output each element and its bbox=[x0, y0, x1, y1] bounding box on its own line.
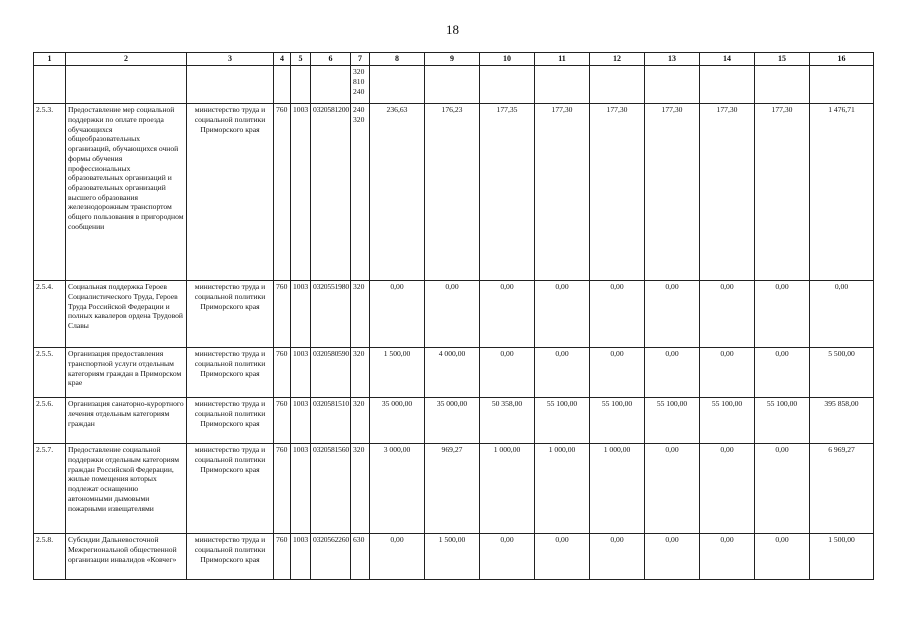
year-amount: 177,30 bbox=[645, 104, 700, 281]
table-row bbox=[34, 348, 874, 398]
kvr-code: 240 bbox=[353, 86, 365, 96]
year-amount: 177,30 bbox=[590, 104, 645, 281]
year-amount: 35 000,00 bbox=[370, 398, 425, 444]
kvr-cell bbox=[351, 104, 370, 281]
subsection-code: 1003 bbox=[291, 104, 311, 281]
kvr-code: 320 bbox=[353, 349, 365, 359]
measure-name: Субсидии Дальневосточной Межрегиональной общественной организации инвалидов «Ковчег» bbox=[66, 534, 187, 580]
column-header: 6 bbox=[311, 53, 351, 66]
year-amount: 0,00 bbox=[370, 534, 425, 580]
total-amount: 0,00 bbox=[810, 281, 874, 348]
year-amount: 55 100,00 bbox=[700, 398, 755, 444]
subsection-code: 1003 bbox=[291, 281, 311, 348]
year-amount: 0,00 bbox=[700, 534, 755, 580]
year-amount: 55 100,00 bbox=[590, 398, 645, 444]
year-amount: 0,00 bbox=[535, 534, 590, 580]
grbs-code: 760 bbox=[274, 534, 291, 580]
kvr-code: 240 bbox=[353, 105, 365, 115]
subsection-code: 1003 bbox=[291, 398, 311, 444]
subsection-code: 1003 bbox=[291, 348, 311, 398]
target-article-code: 0320581200 bbox=[311, 104, 351, 281]
kvr-cell bbox=[351, 66, 370, 104]
header-row bbox=[34, 53, 874, 66]
kvr-cell bbox=[351, 534, 370, 580]
column-header: 10 bbox=[480, 53, 535, 66]
year-amount: 0,00 bbox=[480, 348, 535, 398]
row-number: 2.5.6. bbox=[34, 398, 66, 444]
column-header: 9 bbox=[425, 53, 480, 66]
year-amount: 0,00 bbox=[590, 281, 645, 348]
grbs-code: 760 bbox=[274, 104, 291, 281]
kvr-code: 630 bbox=[353, 535, 365, 545]
year-amount: 0,00 bbox=[645, 281, 700, 348]
year-amount: 0,00 bbox=[590, 348, 645, 398]
subsection-code: 1003 bbox=[291, 444, 311, 534]
year-amount: 50 358,00 bbox=[480, 398, 535, 444]
year-amount: 55 100,00 bbox=[645, 398, 700, 444]
responsible-executor: министерство труда и социальной политики Приморского края bbox=[187, 281, 274, 348]
kvr-code: 320 bbox=[353, 67, 365, 77]
year-amount: 3 000,00 bbox=[370, 444, 425, 534]
target-article-code: 0320581560 bbox=[311, 444, 351, 534]
year-amount: 0,00 bbox=[535, 281, 590, 348]
year-amount: 236,63 bbox=[370, 104, 425, 281]
table-row bbox=[34, 104, 874, 281]
year-amount: 4 000,00 bbox=[425, 348, 480, 398]
year-amount: 0,00 bbox=[755, 281, 810, 348]
measure-name: Социальная поддержка Героев Социалистического Труда, Героев Труда Российской Федерации и полных кавалеров ордена Трудовой Славы bbox=[66, 281, 187, 348]
total-amount: 1 476,71 bbox=[810, 104, 874, 281]
measure-name: Организация санаторно-курортного лечения отдельным категориям граждан bbox=[66, 398, 187, 444]
total-amount: 6 969,27 bbox=[810, 444, 874, 534]
page-number: 18 bbox=[446, 22, 459, 37]
target-article-code: 0320562260 bbox=[311, 534, 351, 580]
year-amount: 0,00 bbox=[645, 444, 700, 534]
total-amount: 1 500,00 bbox=[810, 534, 874, 580]
year-amount: 0,00 bbox=[645, 348, 700, 398]
column-header: 11 bbox=[535, 53, 590, 66]
year-amount: 0,00 bbox=[425, 281, 480, 348]
total-amount: 395 858,00 bbox=[810, 398, 874, 444]
kvr-code: 320 bbox=[353, 399, 365, 409]
row-number: 2.5.8. bbox=[34, 534, 66, 580]
year-amount: 0,00 bbox=[700, 348, 755, 398]
table-row bbox=[34, 281, 874, 348]
target-article-code: 0320581510 bbox=[311, 398, 351, 444]
column-header: 4 bbox=[274, 53, 291, 66]
responsible-executor: министерство труда и социальной политики Приморского края bbox=[187, 348, 274, 398]
responsible-executor: министерство труда и социальной политики Приморского края bbox=[187, 444, 274, 534]
year-amount: 0,00 bbox=[755, 348, 810, 398]
year-amount: 1 000,00 bbox=[535, 444, 590, 534]
kvr-cell bbox=[351, 398, 370, 444]
responsible-executor: министерство труда и социальной политики Приморского края bbox=[187, 104, 274, 281]
column-header: 14 bbox=[700, 53, 755, 66]
target-article-code: 0320551980 bbox=[311, 281, 351, 348]
year-amount: 1 000,00 bbox=[480, 444, 535, 534]
year-amount: 177,30 bbox=[700, 104, 755, 281]
year-amount: 0,00 bbox=[480, 534, 535, 580]
year-amount: 55 100,00 bbox=[755, 398, 810, 444]
continuation-row bbox=[34, 66, 874, 104]
row-number: 2.5.4. bbox=[34, 281, 66, 348]
column-header: 12 bbox=[590, 53, 645, 66]
kvr-code: 320 bbox=[353, 282, 365, 292]
column-header: 7 bbox=[351, 53, 370, 66]
year-amount: 176,23 bbox=[425, 104, 480, 281]
year-amount: 0,00 bbox=[755, 444, 810, 534]
column-header: 15 bbox=[755, 53, 810, 66]
row-number: 2.5.3. bbox=[34, 104, 66, 281]
column-header: 3 bbox=[187, 53, 274, 66]
grbs-code: 760 bbox=[274, 444, 291, 534]
responsible-executor: министерство труда и социальной политики Приморского края bbox=[187, 534, 274, 580]
target-article-code: 0320580590 bbox=[311, 348, 351, 398]
year-amount: 35 000,00 bbox=[425, 398, 480, 444]
kvr-cell bbox=[351, 348, 370, 398]
budget-table bbox=[33, 52, 874, 580]
subsection-code: 1003 bbox=[291, 534, 311, 580]
year-amount: 1 000,00 bbox=[590, 444, 645, 534]
year-amount: 55 100,00 bbox=[535, 398, 590, 444]
year-amount: 177,30 bbox=[755, 104, 810, 281]
year-amount: 0,00 bbox=[535, 348, 590, 398]
table-row bbox=[34, 534, 874, 580]
grbs-code: 760 bbox=[274, 348, 291, 398]
table-row bbox=[34, 398, 874, 444]
kvr-code: 320 bbox=[353, 445, 365, 455]
year-amount: 0,00 bbox=[370, 281, 425, 348]
grbs-code: 760 bbox=[274, 398, 291, 444]
column-header: 13 bbox=[645, 53, 700, 66]
kvr-code: 320 bbox=[353, 114, 365, 124]
year-amount: 1 500,00 bbox=[425, 534, 480, 580]
column-header: 5 bbox=[291, 53, 311, 66]
year-amount: 177,35 bbox=[480, 104, 535, 281]
row-number: 2.5.5. bbox=[34, 348, 66, 398]
year-amount: 0,00 bbox=[755, 534, 810, 580]
year-amount: 177,30 bbox=[535, 104, 590, 281]
column-header: 1 bbox=[34, 53, 66, 66]
kvr-code: 810 bbox=[353, 76, 365, 86]
measure-name: Организация предоставления транспортной услуги отдельным категориям граждан в Приморском крае bbox=[66, 348, 187, 398]
row-number: 2.5.7. bbox=[34, 444, 66, 534]
year-amount: 0,00 bbox=[700, 281, 755, 348]
total-amount: 5 500,00 bbox=[810, 348, 874, 398]
year-amount: 0,00 bbox=[645, 534, 700, 580]
grbs-code: 760 bbox=[274, 281, 291, 348]
column-header: 8 bbox=[370, 53, 425, 66]
kvr-cell bbox=[351, 444, 370, 534]
year-amount: 0,00 bbox=[480, 281, 535, 348]
year-amount: 1 500,00 bbox=[370, 348, 425, 398]
measure-name: Предоставление мер социальной поддержки по оплате проезда обучающихся общеобразовательных организаций, обучающихся очной формы обучения профессиональных образовательных организаций и образовательных организаций высшего образования железнодорожным транспортом общего пользования в пригородном сообщении bbox=[66, 104, 187, 281]
year-amount: 0,00 bbox=[700, 444, 755, 534]
year-amount: 0,00 bbox=[590, 534, 645, 580]
measure-name: Предоставление социальной поддержки отдельным категориям граждан Российской Федерации, жилые помещения которых подлежат оснащению автономными дымовыми пожарными извещателями bbox=[66, 444, 187, 534]
kvr-cell bbox=[351, 281, 370, 348]
year-amount: 969,27 bbox=[425, 444, 480, 534]
table-row bbox=[34, 444, 874, 534]
column-header: 16 bbox=[810, 53, 874, 66]
responsible-executor: министерство труда и социальной политики Приморского края bbox=[187, 398, 274, 444]
column-header: 2 bbox=[66, 53, 187, 66]
